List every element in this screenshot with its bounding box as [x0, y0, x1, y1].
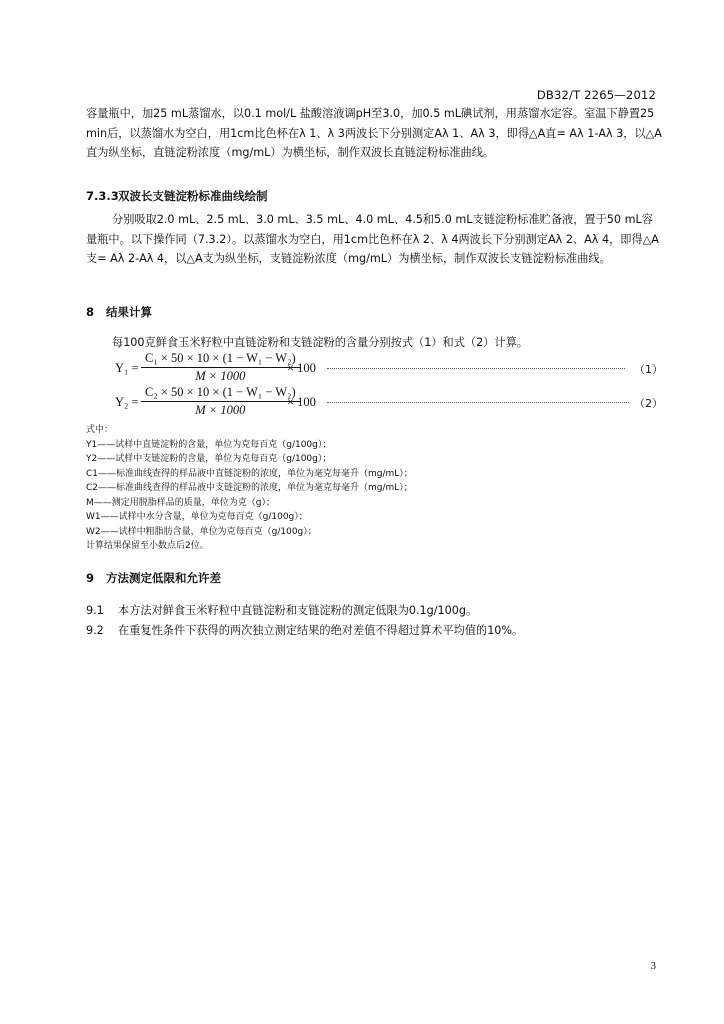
- page-number: 3: [650, 960, 656, 972]
- heading-title: 方法测定低限和允许差: [106, 571, 221, 585]
- numerator: C₂ × 50 × 10 × (1 − W₁ − W₂): [145, 385, 296, 399]
- definitions-block: [86, 423, 413, 554]
- formula-lhs: Y₁ =: [115, 361, 139, 375]
- denominator: M × 1000: [141, 367, 300, 384]
- multiplier: × 100: [287, 361, 316, 375]
- heading-9: [86, 570, 221, 586]
- denominator: M × 1000: [141, 401, 300, 418]
- formula-2: [115, 385, 663, 425]
- rounding-note: 计算结果保留至小数点后2位。: [86, 541, 209, 551]
- clause-9-2: [86, 622, 523, 638]
- clause-text: 本方法对鲜食玉米籽粒中直链淀粉和支链淀粉的测定低限为0.1g/100g。: [118, 604, 478, 617]
- definition-w2: W2——试样中粗脂肪含量，单位为克每百克（g/100g）；: [86, 526, 317, 537]
- heading-title: 双波长支链淀粉标准曲线绘制: [118, 189, 268, 203]
- heading-7-3-3: [86, 188, 268, 204]
- where-label: 式中：: [86, 425, 114, 435]
- paragraph-8-intro: 每100克鲜食玉米籽粒中直链淀粉和支链淀粉的含量分别按式（1）和式（2）计算。: [112, 336, 528, 349]
- clause-9-1: [86, 602, 477, 618]
- leader-dots: [327, 358, 625, 369]
- paragraph-7-3-3: 分别吸取2.0 mL、2.5 mL、3.0 mL、3.5 mL、4.0 mL、4.5和5.0 mL支链淀粉标准贮备液，置于50 mL容量瓶中。以下操作同（7.3.2）。以蒸馏水为空白，用1cm比色杯在λ 2、λ 4两波长下分别测定Aλ 2、Aλ 4，即得△A支= Aλ 2-Aλ 4，以△A支为纵坐标，支链淀粉浓度（mg/mL）为横坐标，制作双波长支链淀粉标准曲线。: [86, 213, 659, 265]
- formula-lhs: Y₂ =: [115, 395, 139, 409]
- heading-title: 结果计算: [106, 305, 152, 319]
- definition-w1: W1——试样中水分含量，单位为克每百克（g/100g）；: [86, 512, 308, 522]
- clause-number: 9.2: [86, 624, 104, 637]
- heading-number: 8: [86, 305, 95, 319]
- heading-8: [86, 304, 152, 320]
- heading-number: 9: [86, 571, 95, 585]
- clause-number: 9.1: [86, 604, 104, 617]
- definition-c2: C2——标准曲线查得的样品液中支链淀粉的浓度，单位为毫克每毫升（mg/mL）；: [86, 483, 413, 493]
- heading-number: 7.3.3: [86, 189, 119, 203]
- standard-number: DB32/T 2265—2012: [536, 88, 656, 102]
- numerator: C₁ × 50 × 10 × (1 − W₁ − W₂): [145, 351, 296, 365]
- fraction: [141, 385, 300, 418]
- definition-y1: Y1——试样中直链淀粉的含量，单位为克每百克（g/100g）；: [86, 439, 332, 450]
- paragraph-continued: 容量瓶中，加25 mL蒸馏水，以0.1 mol/L 盐酸溶液调pH至3.0，加0.5 mL碘试剂，用蒸馏水定容。室温下静置25 min后，以蒸馏水为空白，用1cm比色杯在λ 1、λ 3两波长下分别测定Aλ 1、Aλ 3，即得△A直= Aλ 1-Aλ 3，以△A直为纵坐标，直链淀粉浓度（mg/mL）为横坐标，制作双波长直链淀粉标准曲线。: [86, 107, 662, 159]
- fraction: [141, 351, 300, 384]
- multiplier: × 100: [287, 395, 316, 409]
- clause-text: 在重复性条件下获得的两次独立测定结果的绝对差值不得超过算术平均值的10%。: [118, 624, 524, 637]
- definition-y2: Y2——试样中支链淀粉的含量，单位为克每百克（g/100g）；: [86, 454, 332, 464]
- definition-c1: C1——标准曲线查得的样品液中直链淀粉的浓度，单位为毫克每毫升（mg/mL）；: [86, 468, 413, 479]
- equation-number: （1）: [634, 363, 663, 376]
- equation-number: （2）: [634, 397, 663, 410]
- definition-m: M——测定用脱脂样品的质量，单位为克（g）；: [86, 497, 275, 508]
- leader-dots: [327, 392, 629, 403]
